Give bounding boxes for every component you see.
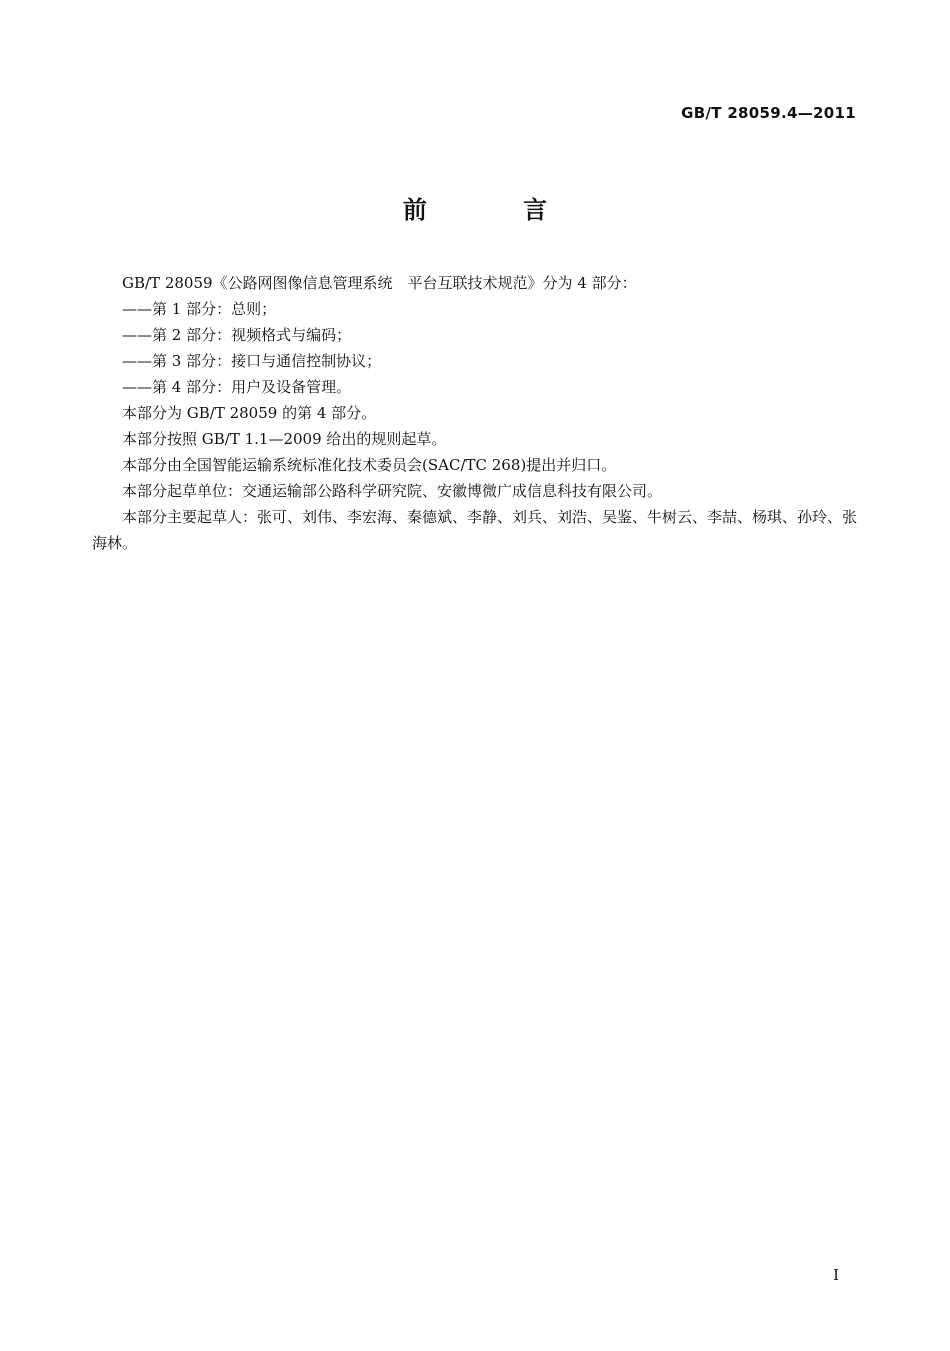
paragraph-drafting-units: 本部分起草单位：交通运输部公路科学研究院、安徽博微广成信息科技有限公司。	[122, 482, 663, 500]
paragraph-drafters: 本部分主要起草人：张可、刘伟、李宏海、秦德斌、李静、刘兵、刘浩、吴鉴、牛树云、李喆、杨琪、孙玲、张海林。	[92, 508, 858, 552]
standard-code: GB/T 28059.4—2011	[681, 104, 856, 122]
paragraph-drafting-rules: 本部分按照 GB/T 1.1—2009 给出的规则起草。	[122, 430, 447, 448]
list-item-part-3: ——第 3 部分：接口与通信控制协议；	[122, 352, 382, 370]
paragraph-intro: GB/T 28059《公路网图像信息管理系统 平台互联技术规范》分为 4 部分：	[122, 274, 637, 292]
list-item-part-2: ——第 2 部分：视频格式与编码；	[122, 326, 352, 344]
list-item-part-1: ——第 1 部分：总则；	[122, 300, 277, 318]
list-item-part-4: ——第 4 部分：用户及设备管理。	[122, 378, 352, 396]
paragraph-proposer: 本部分由全国智能运输系统标准化技术委员会(SAC/TC 268)提出并归口。	[122, 456, 617, 474]
foreword-body	[92, 270, 864, 556]
paragraph-part-statement: 本部分为 GB/T 28059 的第 4 部分。	[122, 404, 377, 422]
page-title: 前 言	[402, 196, 592, 224]
page-number: I	[833, 1266, 839, 1284]
